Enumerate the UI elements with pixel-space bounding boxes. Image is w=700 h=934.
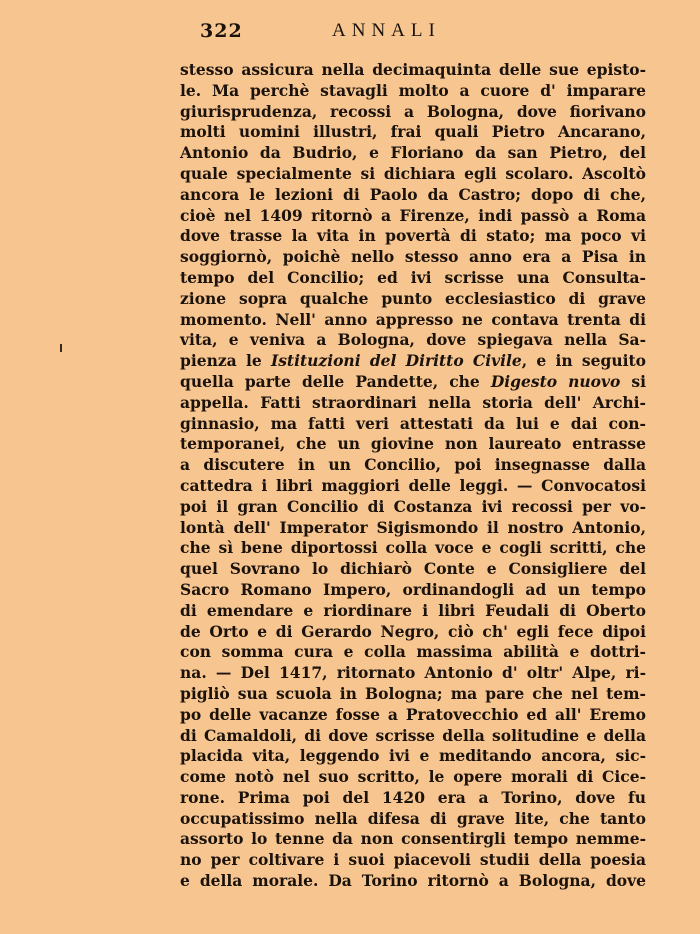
text-line-9: dove trasse la vita in povertà di stato; ma poco vi bbox=[180, 226, 646, 246]
italic-istituzioni: Istituzioni del Diritto Civile bbox=[270, 351, 522, 371]
text-line-12: zione sopra qualche punto ecclesiastico di grave bbox=[180, 288, 646, 308]
page-number: 322 bbox=[200, 20, 243, 42]
text-line-26: Sacro Romano Impero, ordinandogli ad un tempo bbox=[180, 579, 646, 599]
text-line-14: vita, e veniva a Bologna, dove spiegava nella Sa- bbox=[180, 330, 646, 350]
margin-mark bbox=[60, 344, 62, 352]
text-line-11: tempo del Concilio; ed ivi scrisse una Consulta- bbox=[180, 267, 646, 287]
text-line-23: lontà dell' Imperator Sigismondo il nostro Antonio, bbox=[180, 517, 646, 537]
italic-digesto-nuovo: Digesto nuovo bbox=[490, 371, 621, 391]
text-line-33: di Camaldoli, di dove scrisse della solitudine e della bbox=[180, 725, 646, 745]
text-line-4: molti uomini illustri, frai quali Pietro Ancarano, bbox=[180, 122, 646, 142]
text-line-34: placida vita, leggendo ivi e meditando ancora, sic- bbox=[180, 746, 646, 766]
body-text bbox=[180, 60, 646, 892]
text-line-31: pigliò sua scuola in Bologna; ma pare che nel tem- bbox=[180, 683, 646, 703]
text-line-39: no per coltivare i suoi piacevoli studii della poesia bbox=[180, 850, 646, 870]
text-line-17: appella. Fatti straordinari nella storia dell' Archi- bbox=[180, 392, 646, 412]
text-line-16-pre: quella parte delle Pandette, che bbox=[180, 371, 491, 391]
text-line-35: come notò nel suo scritto, le opere morali di Cice- bbox=[180, 767, 646, 787]
text-line-15-pre: pienza le bbox=[180, 351, 271, 371]
text-line-38: assorto lo tenne da non consentirgli tempo nemme- bbox=[180, 829, 646, 849]
text-line-18: ginnasio, ma fatti veri attestati da lui e dai con- bbox=[180, 413, 646, 433]
text-line-37: occupatissimo nella difesa di grave lite, che tanto bbox=[180, 808, 646, 828]
text-line-25: quel Sovrano lo dichiarò Conte e Consigliere del bbox=[180, 559, 646, 579]
running-title: ANNALI bbox=[332, 20, 441, 41]
text-line-16-post: si bbox=[620, 371, 647, 391]
text-line-10: soggiornò, poichè nello stesso anno era a Pisa in bbox=[180, 247, 646, 267]
text-line-21: cattedra i libri maggiori delle leggi. — Convocatosi bbox=[180, 475, 646, 495]
text-line-19: temporanei, che un giovine non laureato entrasse bbox=[180, 434, 646, 454]
text-line-20: a discutere in un Concilio, poi insegnasse dalla bbox=[180, 455, 646, 475]
text-line-27: di emendare e riordinare i libri Feudali di Oberto bbox=[180, 600, 646, 620]
text-line-32: po delle vacanze fosse a Pratovecchio ed all' Eremo bbox=[180, 704, 646, 724]
text-line-16 bbox=[180, 372, 646, 393]
text-line-6: quale specialmente si dichiara egli scolaro. Ascoltò bbox=[180, 163, 646, 183]
text-line-13: momento. Nell' anno appresso ne contava trenta di bbox=[180, 309, 646, 329]
text-line-2: le. Ma perchè stavagli molto a cuore d' imparare bbox=[180, 80, 646, 100]
text-line-40: e della morale. Da Torino ritornò a Bologna, dove bbox=[180, 871, 646, 891]
text-line-15 bbox=[180, 351, 646, 372]
text-line-28: de Orto e di Gerardo Negro, ciò ch' egli fece dipoi bbox=[180, 621, 646, 641]
text-line-7: ancora le lezioni di Paolo da Castro; dopo di che, bbox=[180, 184, 646, 204]
text-line-22: poi il gran Concilio di Costanza ivi recossi per vo- bbox=[180, 496, 646, 516]
text-line-3: giurisprudenza, recossi a Bologna, dove fiorivano bbox=[180, 101, 646, 121]
text-line-5: Antonio da Budrio, e Floriano da san Pietro, del bbox=[180, 143, 646, 163]
text-line-8: cioè nel 1409 ritornò a Firenze, indi passò a Roma bbox=[180, 205, 646, 225]
text-line-1: stesso assicura nella decimaquinta delle sue episto- bbox=[180, 60, 646, 79]
text-line-15-post: , e in seguito bbox=[521, 351, 647, 371]
text-line-24: che sì bene diportossi colla voce e cogli scritti, che bbox=[180, 538, 646, 558]
text-line-30: na. — Del 1417, ritornato Antonio d' oltr' Alpe, ri- bbox=[180, 663, 646, 683]
text-line-36: rone. Prima poi del 1420 era a Torino, dove fu bbox=[180, 787, 646, 807]
text-line-29: con somma cura e colla massima abilità e dottri- bbox=[180, 642, 646, 662]
